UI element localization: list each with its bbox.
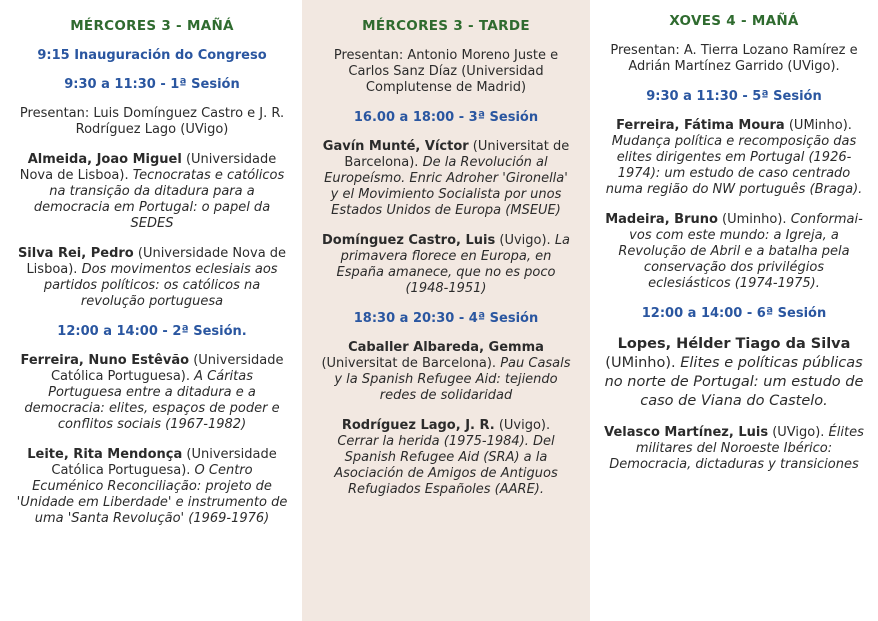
paper-entry [602,425,866,473]
column-wednesday-morning [0,0,302,621]
paper-title: Mudança política e recomposição das elites dirigentes em Portugal (1926-1974): um estudo de caso centrado numa região do NW português (Braga). [605,134,863,197]
affiliation: (Universidade Nova de Lisboa). [19,152,277,183]
session-time: 18:30 a 20:30 - 4ª Sesión [353,311,539,326]
affiliation: (UMinho). [605,355,681,371]
author-name: Almeida, Joao Miguel [27,152,182,167]
paper-title: Elites e políticas públicas no norte de Portugal: um estudo de caso de Viana do Castelo. [604,355,864,409]
author-name: Leite, Rita Mendonça [27,447,183,462]
author-name: Rodríguez Lago, J. R. [341,418,495,433]
paper-title: Tecnocratas e católicos na transição da ditadura para a democracia em Portugal: o papel da SEDES [33,168,285,231]
paper-entry [14,353,290,433]
paper-title: Élites militares del Noroeste Ibérico: Democracia, dictaduras y transiciones [609,425,864,472]
author-name: Velasco Martínez, Luis [604,425,769,440]
paper-entry [320,139,572,219]
author-name: Caballer Albareda, Gemma [348,340,544,355]
paper-entry [320,233,572,297]
author-name: Lopes, Hélder Tiago da Silva [617,336,851,352]
affiliation: (Universitat de Barcelona). [344,139,570,170]
affiliation: (Universidade Nova de Lisboa). [26,246,287,277]
affiliation: (Uvigo). [494,418,551,433]
affiliation: (Universidade Católica Portuguesa). [51,447,277,478]
author-name: Ferreira, Fátima Moura [616,118,785,133]
day-heading: MÉRCORES 3 - MAÑÁ [70,18,234,34]
author-name: Domínguez Castro, Luis [321,233,496,248]
paper-title: Dos movimentos eclesiais aos partidos políticos: os católicos na revolução portuguesa [43,262,278,309]
session-time: 16.00 a 18:00 - 3ª Sesión [353,110,539,125]
paper-entry [14,152,290,232]
paper-entry [320,340,572,404]
presenters: Presentan: Antonio Moreno Juste e Carlos Sanz Díaz (Universidad Complutense de Madrid) [333,48,559,95]
paper-title: De la Revolución al Europeísmo. Enric Adroher 'Gironella' y el Movimiento Socialista por unos Estados Unidos de Europa (MSEUE) [324,155,568,218]
opening-time: 9:15 Inauguración do Congreso [37,48,267,63]
day-heading: XOVES 4 - MAÑÁ [669,13,799,29]
author-name: Gavín Munté, Víctor [322,139,469,154]
paper-title: O Centro Ecuménico Reconciliação: projeto de 'Unidade em Liberdade' e instrumento de uma 'Santa Revolução' (1969-1976) [16,463,288,526]
column-thursday-morning [590,0,878,621]
paper-entry [602,212,866,292]
author-name: Madeira, Bruno [605,212,718,227]
paper-entry [320,418,572,498]
author-name: Ferreira, Nuno Estêvão [20,353,190,368]
paper-entry [14,246,290,310]
affiliation: (Uvigo). [495,233,555,248]
session-time: 12:00 a 14:00 - 2ª Sesión. [57,324,247,339]
affiliation: (Universitat de Barcelona). [321,356,501,371]
paper-title: La primavera florece en Europa, en España amanece, que no es poco (1948-1951) [336,233,571,296]
session-time: 9:30 a 11:30 - 5ª Sesión [646,89,822,104]
paper-title: Conformai-vos com este mundo: a Igreja, a Revolução de Abril e a batalha pela conservação dos privilégios eclesiásticos (1974-1975). [618,212,863,291]
paper-entry [602,335,866,411]
paper-title: Cerrar la herida (1975-1984). Del Spanish Refugee Aid (SRA) a la Asociación de Amigos de Antiguos Refugiados Españoles (AARE). [334,434,558,497]
day-heading: MÉRCORES 3 - TARDE [362,18,530,34]
paper-title: Pau Casals y la Spanish Refugee Aid: tejiendo redes de solidaridad [334,356,571,403]
session-time: 12:00 a 14:00 - 6ª Sesión [641,306,827,321]
affiliation: (Universidade Católica Portuguesa). [50,353,284,384]
paper-entry [14,447,290,527]
affiliation: (UMinho). [784,118,852,133]
session-time: 9:30 a 11:30 - 1ª Sesión [64,77,240,92]
affiliation: (Uminho). [717,212,791,227]
paper-entry [602,118,866,198]
column-wednesday-afternoon [302,0,590,621]
paper-title: A Cáritas Portuguesa entre a ditadura e a democracia: elites, espaços de poder e conflitos sociais (1967-1982) [24,369,280,432]
presenters: Presentan: A. Tierra Lozano Ramírez e Adrián Martínez Garrido (UVigo). [610,43,858,74]
affiliation: (UVigo). [768,425,829,440]
author-name: Silva Rei, Pedro [17,246,134,261]
presenters: Presentan: Luis Domínguez Castro e J. R. Rodríguez Lago (UVigo) [19,106,285,137]
